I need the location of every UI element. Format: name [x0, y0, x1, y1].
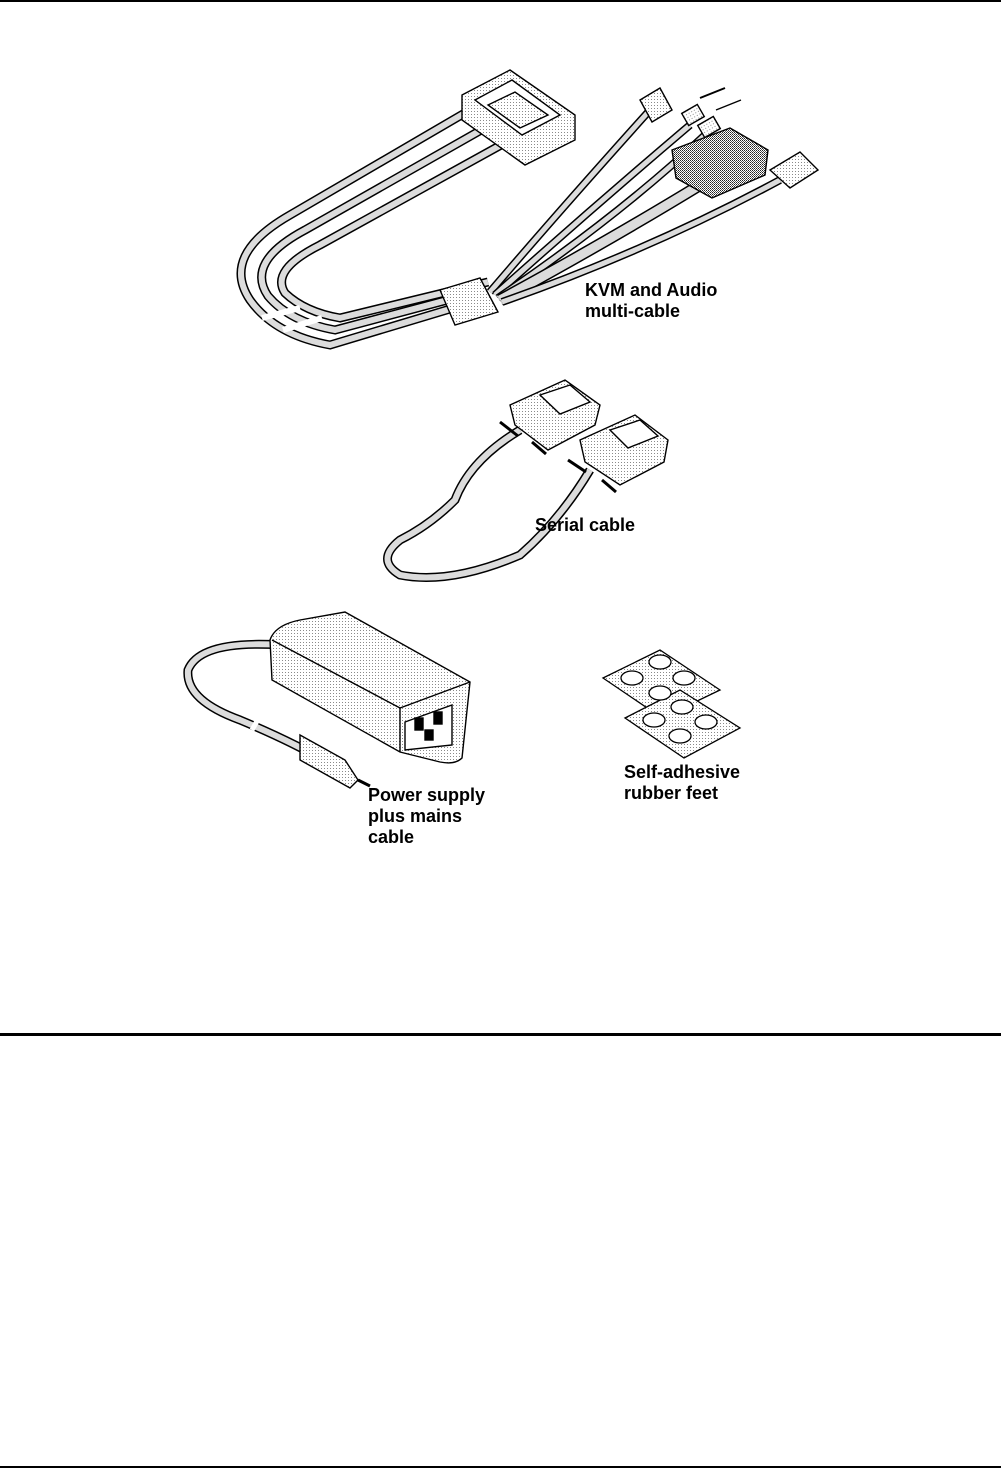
kvm-cable-label-line1: KVM and Audio [585, 280, 718, 300]
power-supply-label [368, 785, 485, 848]
power-supply-label-line2: plus mains [368, 806, 463, 826]
rubber-feet-label-line2: rubber feet [624, 783, 719, 803]
serial-cable-label-text: Serial cable [535, 515, 636, 535]
kvm-multi-cable-illustration [241, 70, 818, 345]
serial-cable-label [535, 515, 635, 536]
power-supply-illustration [188, 612, 470, 788]
bottom-rule [0, 1466, 1001, 1468]
rubber-feet-illustration [603, 650, 740, 758]
serial-cable-illustration [388, 380, 669, 578]
kvm-cable-label [585, 280, 717, 322]
kvm-cable-label-line2: multi-cable [585, 301, 681, 321]
power-supply-label-line1: Power supply [368, 785, 486, 805]
rubber-feet-label-line1: Self-adhesive [624, 762, 741, 782]
rubber-feet-label [624, 762, 740, 804]
middle-rule [0, 1033, 1001, 1036]
power-supply-label-line3: cable [368, 827, 415, 847]
